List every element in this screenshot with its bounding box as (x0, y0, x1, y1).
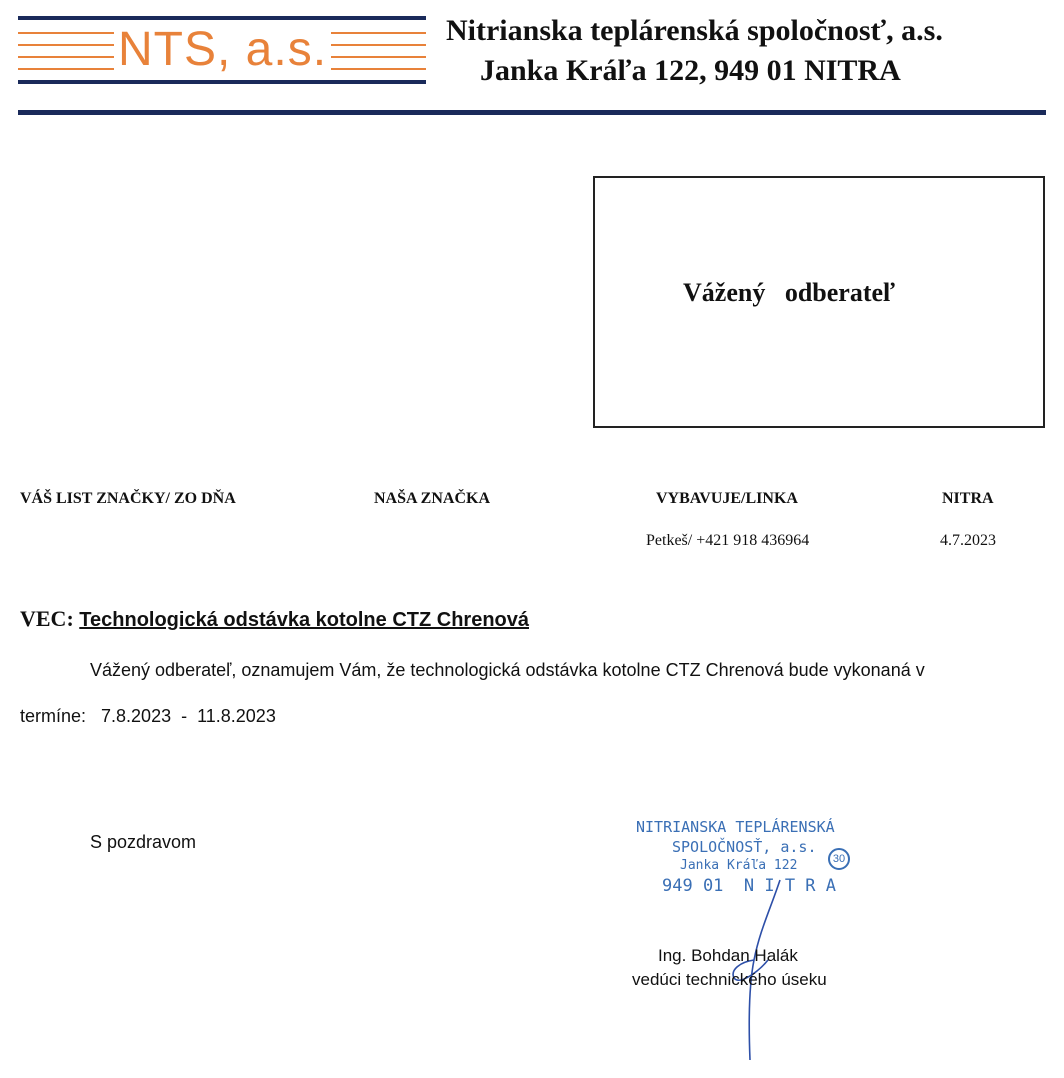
header-rule (18, 110, 1046, 115)
company-name: Nitrianska teplárenská spoločnosť, a.s. (446, 14, 943, 47)
stamp-line-4: 949 01 N I T R A (662, 876, 836, 896)
signer-title: vedúci technického úseku (632, 970, 827, 989)
date-value: 4.7.2023 (940, 532, 996, 549)
body-line-2: termíne: 7.8.2023 - 11.8.2023 (20, 706, 276, 726)
company-address: Janka Kráľa 122, 949 01 NITRA (480, 54, 901, 87)
subject-line (20, 606, 529, 632)
subject-prefix: VEC: (20, 606, 74, 631)
addressee-box (593, 176, 1045, 428)
body-line-1: Vážený odberateľ, oznamujem Vám, že technologická odstávka kotolne CTZ Chrenová bude vykonaná v (90, 660, 925, 680)
your-letter-label: VÁŠ LIST ZNAČKY/ ZO DŇA (20, 490, 236, 507)
stamp-line-2: SPOLOČNOSŤ, a.s. (672, 838, 817, 856)
stamp-line-3: Janka Kráľa 122 (680, 858, 798, 873)
handled-by-label: VYBAVUJE/LINKA (656, 490, 798, 507)
signer-name: Ing. Bohdan Halák (658, 946, 798, 965)
city-label: NITRA (942, 490, 994, 507)
handled-by-value: Petkeš/ +421 918 436964 (646, 532, 810, 549)
logo (18, 14, 426, 86)
logo-rule-top (18, 16, 426, 20)
logo-text: NTS, a.s. (114, 22, 331, 78)
closing-greeting: S pozdravom (90, 832, 197, 852)
stamp-line-1: NITRIANSKA TEPLÁRENSKÁ (636, 818, 835, 836)
subject-title: Technologická odstávka kotolne CTZ Chrenová (79, 609, 529, 631)
our-ref-label: NAŠA ZNAČKA (374, 490, 491, 507)
addressee-text: Vážený odberateľ (683, 278, 896, 307)
logo-rule-bottom (18, 80, 426, 84)
stamp-number-badge: 30 (828, 848, 850, 870)
